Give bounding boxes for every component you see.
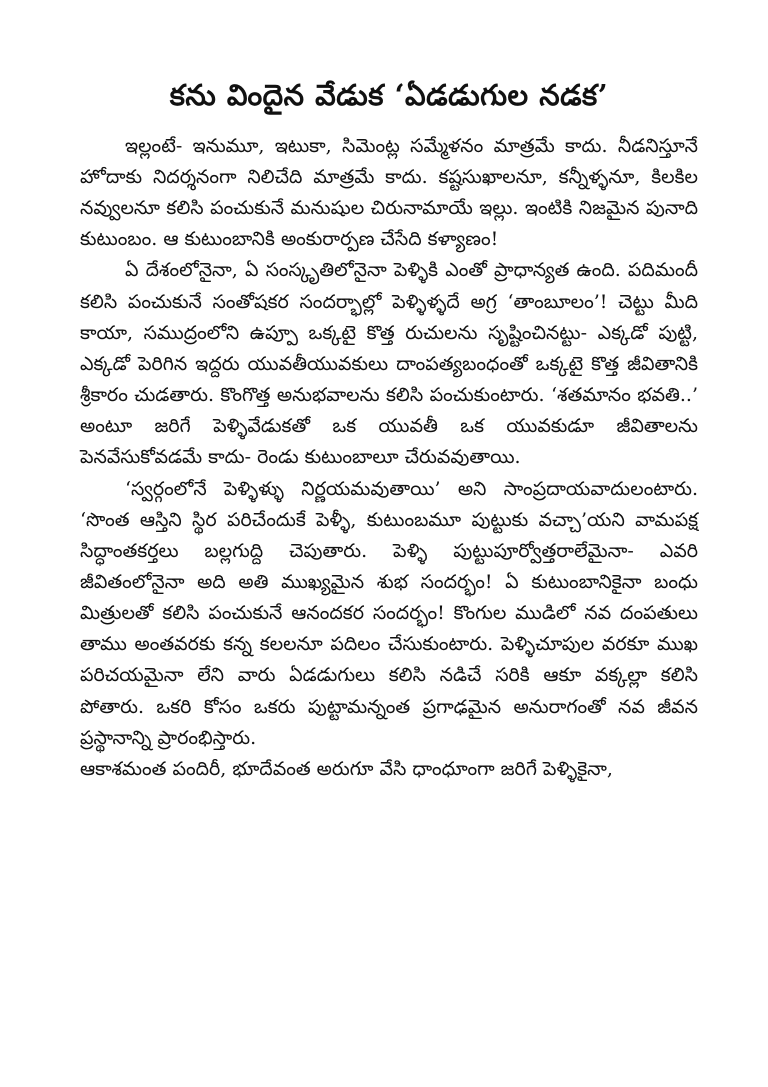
paragraph-marriage-views: ‘స్వర్గంలోనే పెళ్ళిళ్ళు నిర్ణయమవుతాయి’ అని సాంప్రదాయవాదులంటారు. ‘సొంత ఆస్తిని స్థిర పరిచేందుకే పెళ్ళీ, కుటుంబమూ పుట్టుకు వచ్చా’యని వామపక్ష సిద్ధాంతకర్తలు బల్లగుద్ది చెపుతారు. పెళ్ళి పుట్టుపూర్వోత్తరాలేమైనా- ఎవరి జీవితంలోనైనా అది అతి ముఖ్యమైన శుభ సందర్భం! ఏ కుటుంబానికైనా బంధు మిత్రులతో కలిసి పంచుకునే ఆనందకర సందర్భం! కొంగుల ముడిలో నవ దంపతులు తాము అంతవరకు కన్న కలలనూ పదిలం చేసుకుంటారు. పెళ్ళిచూపుల వరకూ ముఖ పరిచయమైనా లేని వారు ఏడడుగులు కలిసి నడిచే సరికి ఆకూ వక్కల్లా కలిసి పోతారు. ఒకరి కోసం ఒకరు పుట్టామన్నంత ప్రగాఢమైన అనురాగంతో నవ జీవన ప్రస్థానాన్ని ప్రారంభిస్తారు.: [80, 477, 698, 749]
document-body: [80, 131, 698, 785]
document-title: కను విందైన వేడుక ‘ఏడడుగుల నడక’: [169, 78, 609, 112]
paragraph-marriage-importance: ఏ దేశంలోనైనా, ఏ సంస్కృతిలోనైనా పెళ్ళికి ఎంతో ప్రాధాన్యత ఉంది. పదిమందీ కలిసి పంచుకునే సంతోషకర సందర్భాల్లో పెళ్ళిళ్ళదే అగ్ర ‘తాంబూలం’! చెట్టు మీది కాయా, సముద్రంలోని ఉప్పూ ఒక్కటై కొత్త రుచులను సృష్టించినట్టు- ఎక్కడో పుట్టి, ఎక్కడో పెరిగిన ఇద్దరు యువతీయువకులు దాంపత్యబంధంతో ఒక్కటై కొత్త జీవితానికి శ్రీకారం చుడతారు. కొంగొత్త అనుభవాలను కలిసి పంచుకుంటారు. ‘శతమానం భవతి..’ అంటూ జరిగే పెళ్ళివేడుకతో ఒక యువతీ ఒక యువకుడూ జీవితాలను పెనవేసుకోవడమే కాదు- రెండు కుటుంబాలూ చేరువవుతాయి.: [80, 259, 698, 469]
paragraph-grand-wedding: ఆకాశమంత పందిరీ, భూదేవంత అరుగూ వేసి ధాంధూంగా జరిగే పెళ్ళికైనా,: [80, 757, 613, 780]
paragraph-home-family: ఇల్లంటే- ఇనుమూ, ఇటుకా, సిమెంట్ల సమ్మేళనం మాత్రమే కాదు. నీడనిస్తూనే హోదాకు నిదర్శనంగా నిలిచేది మాత్రమే కాదు. కష్టసుఖాలనూ, కన్నీళ్ళనూ, కిలకిల నవ్వులనూ కలిసి పంచుకునే మనుషుల చిరునామాయే ఇల్లు. ఇంటికి నిజమైన పునాది కుటుంబం. ఆ కుటుంబానికి అంకురార్పణ చేసేది కళ్యాణం!: [80, 134, 698, 251]
